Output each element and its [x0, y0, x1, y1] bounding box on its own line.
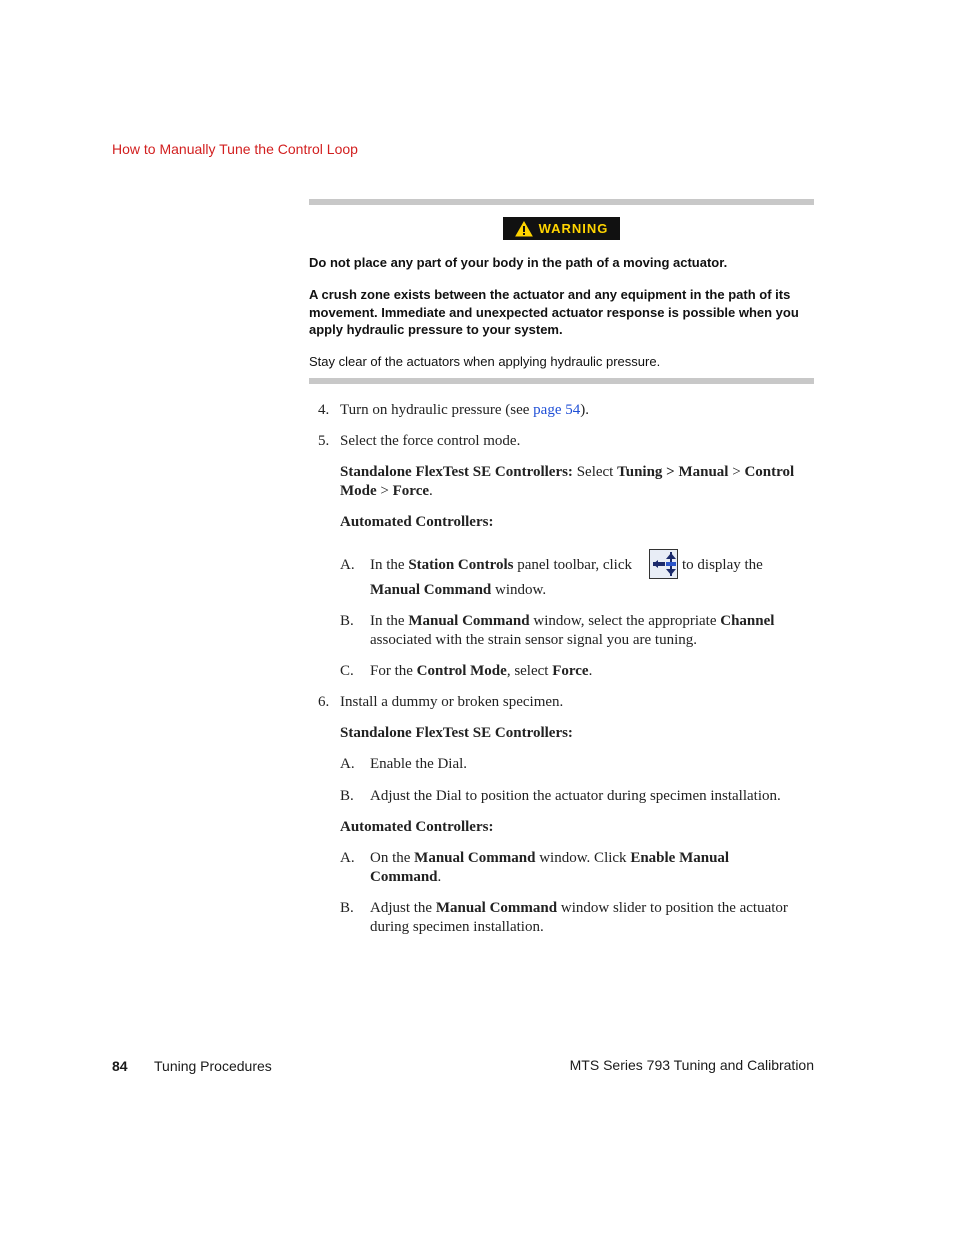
step-5a-letter: A.	[340, 557, 355, 573]
step-6-automated-a-letter: A.	[340, 850, 355, 866]
manual-command-toolbar-icon[interactable]	[649, 549, 678, 579]
step-4-number: 4.	[318, 402, 330, 418]
page-number: 84	[112, 1058, 128, 1074]
step-5a-text-line1: In the Station Controls panel toolbar, click	[370, 557, 633, 573]
step-5c-letter: C.	[340, 663, 354, 679]
step-6-standalone-b-text: Adjust the Dial to position the actuator during specimen installation.	[370, 788, 781, 804]
warning-paragraph-2: A crush zone exists between the actuator and any equipment in the path of its movement. Immediate and unexpected actuator response is possible when you apply hydraulic pressure to your system.	[309, 287, 799, 337]
step-6-standalone-b-letter: B.	[340, 788, 354, 804]
step-6-automated-b-text: Adjust the Manual Command window slider to position the actuator during specimen installation.	[370, 900, 788, 935]
step-6-standalone-label: Standalone FlexTest SE Controllers:	[340, 725, 573, 741]
warning-badge	[503, 217, 620, 240]
step-5-number: 5.	[318, 433, 330, 449]
step-6-standalone-a-letter: A.	[340, 756, 355, 772]
step-5-text: Select the force control mode.	[340, 433, 521, 449]
warning-triangle-icon	[515, 221, 533, 237]
step-5-automated-label: Automated Controllers:	[340, 514, 494, 530]
step-5-standalone-instructions: Standalone FlexTest SE Controllers: Select Tuning > Manual > Control Mode > Force.	[340, 464, 795, 499]
step-6-automated-a-text: On the Manual Command window. Click Enable Manual Command.	[370, 850, 730, 885]
step-5b-letter: B.	[340, 613, 354, 629]
step-5b-text: In the Manual Command window, select the appropriate Channel associated with the strain sensor signal you are tuning.	[370, 613, 775, 648]
warning-top-rule	[309, 199, 814, 205]
footer-chapter: Tuning Procedures	[154, 1058, 272, 1074]
step-5a-text-line2: Manual Command window.	[370, 582, 547, 598]
warning-paragraph-3: Stay clear of the actuators when applying hydraulic pressure.	[309, 354, 661, 369]
section-header-link[interactable]: How to Manually Tune the Control Loop	[112, 141, 358, 157]
step-6-automated-b-letter: B.	[340, 900, 354, 916]
step-6-number: 6.	[318, 694, 330, 710]
step-4-text: Turn on hydraulic pressure (see page 54).	[340, 402, 589, 418]
warning-bottom-rule	[309, 378, 814, 384]
step-6-standalone-a-text: Enable the Dial.	[370, 756, 468, 772]
step-5a-text-suffix: to display the	[682, 557, 763, 573]
step-6-text: Install a dummy or broken specimen.	[340, 694, 564, 710]
warning-paragraph-1: Do not place any part of your body in the path of a moving actuator.	[309, 255, 728, 270]
page-54-link[interactable]: page 54	[533, 402, 581, 418]
step-6-automated-label: Automated Controllers:	[340, 819, 494, 835]
footer-book-title: MTS Series 793 Tuning and Calibration	[569, 1057, 814, 1073]
warning-badge-label: WARNING	[538, 221, 609, 236]
step-5c-text: For the Control Mode, select Force.	[370, 663, 593, 679]
